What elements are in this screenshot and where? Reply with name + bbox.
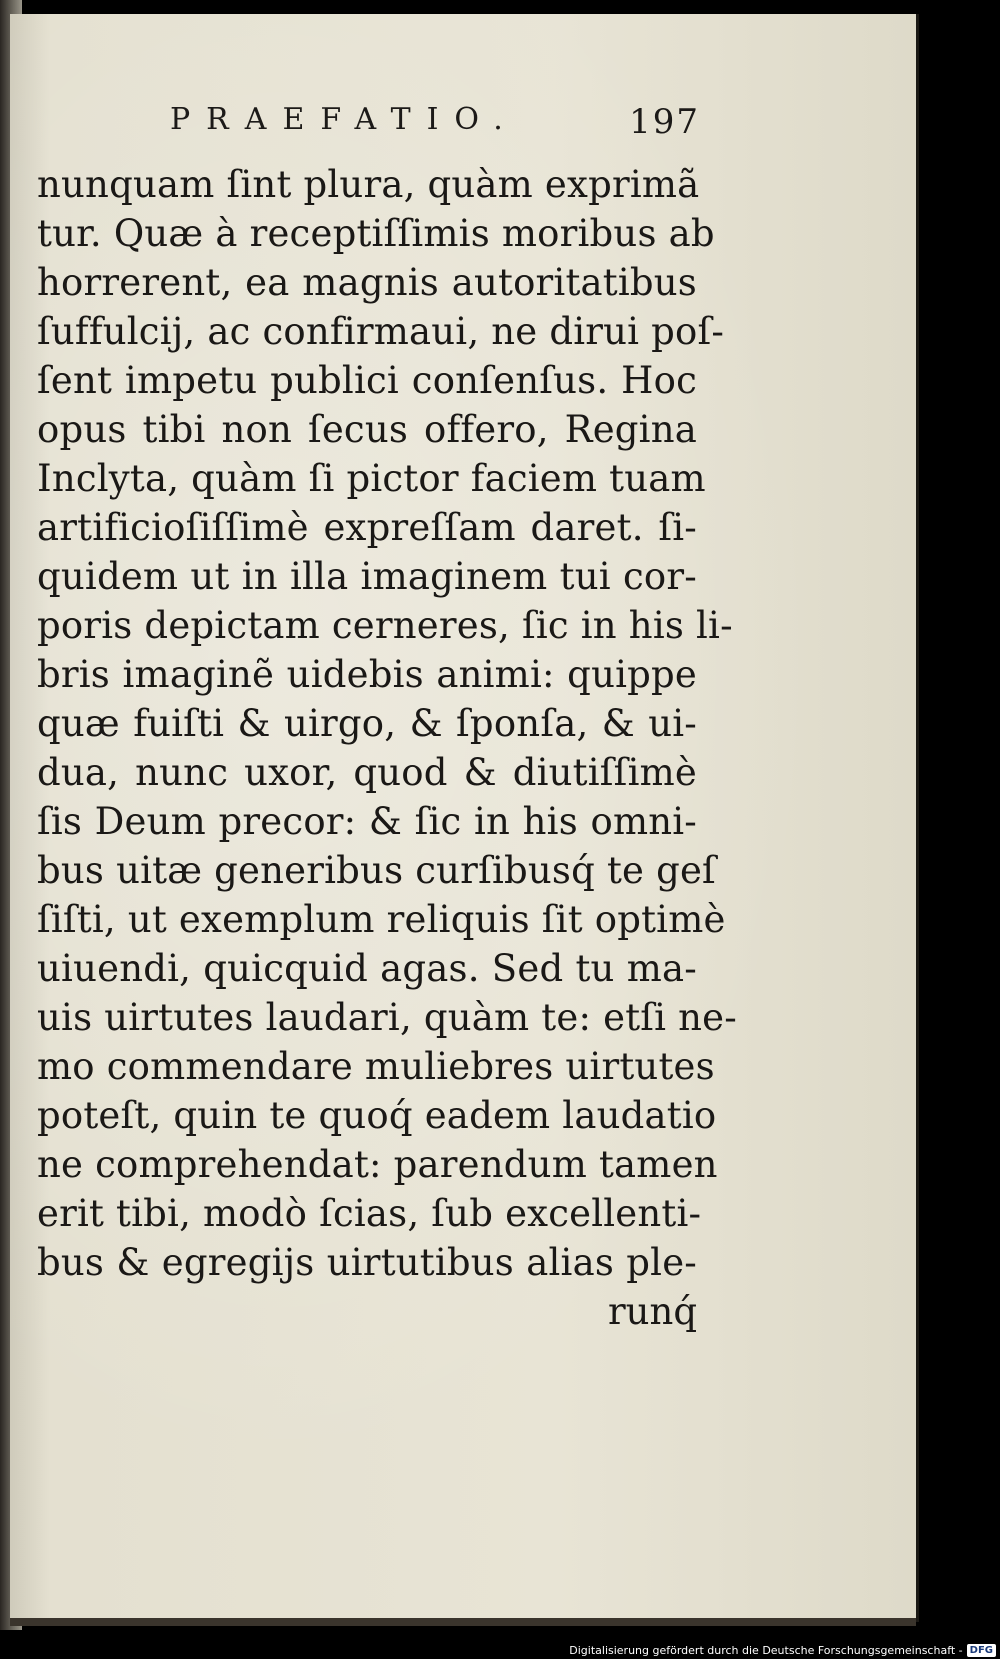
dfg-logo: DFG bbox=[967, 1644, 996, 1657]
text-line: dua, nunc uxor, quod & diutiſſimè bbox=[37, 751, 697, 794]
text-line: quæ fuiſti & uirgo, & ſponſa, & ui- bbox=[37, 702, 697, 745]
text-line: ſuffulcij, ac confirmaui, ne dirui poſ- bbox=[37, 310, 725, 353]
text-line: erit tibi, modò ſcias, ſub excellenti- bbox=[37, 1192, 702, 1235]
text-line: quidem ut in illa imaginem tui cor- bbox=[37, 555, 697, 598]
running-head: PRAEFATIO. bbox=[170, 102, 519, 137]
text-line: tur. Quæ à receptiſſimis moribus ab bbox=[37, 212, 715, 255]
text-line: poris depictam cerneres, ſic in his li- bbox=[37, 604, 733, 647]
text-line: poteſt, quin te quoq́ eadem laudatio bbox=[37, 1094, 717, 1137]
page-number: 197 bbox=[629, 102, 700, 142]
text-line: ne comprehendat: parendum tamen bbox=[37, 1143, 718, 1186]
text-line: horrerent, ea magnis autoritatibus bbox=[37, 261, 697, 304]
credit-text: Digitalisierung gefördert durch die Deutsche Forschungsgemeinschaft - bbox=[569, 1644, 963, 1657]
text-line: uis uirtutes laudari, quàm te: etſi ne- bbox=[37, 996, 737, 1039]
text-line: Inclyta, quàm ſi pictor faciem tuam bbox=[37, 457, 706, 500]
page-header bbox=[170, 102, 700, 148]
text-line: ſiſti, ut exemplum reliquis ſit optimè bbox=[37, 898, 726, 941]
text-line: nunquam ſint plura, quàm exprimã bbox=[37, 163, 700, 206]
text-line: uiuendi, quicquid agas. Sed tu ma- bbox=[37, 947, 697, 990]
text-line: bus & egregijs uirtutibus alias ple- bbox=[37, 1241, 697, 1284]
text-line: ſis Deum precor: & ſic in his omni- bbox=[37, 800, 697, 843]
text-line: mo commendare muliebres uirtutes bbox=[37, 1045, 715, 1088]
text-line: bus uitæ generibus curſibusq́ te geſ bbox=[37, 849, 716, 892]
page-bottom-edge bbox=[10, 1618, 916, 1626]
body-text bbox=[37, 160, 737, 1336]
catchword: runq́ bbox=[607, 1290, 697, 1333]
text-line: artificioſiſſimè expreſſam daret. ſi- bbox=[37, 506, 697, 549]
text-line: opus tibi non ſecus offero, Regina bbox=[37, 408, 697, 451]
text-line: bris imaginẽ uidebis animi: quippe bbox=[37, 653, 697, 696]
text-line: ſent impetu publici conſenſus. Hoc bbox=[37, 359, 697, 402]
digitization-credit bbox=[569, 1644, 996, 1657]
